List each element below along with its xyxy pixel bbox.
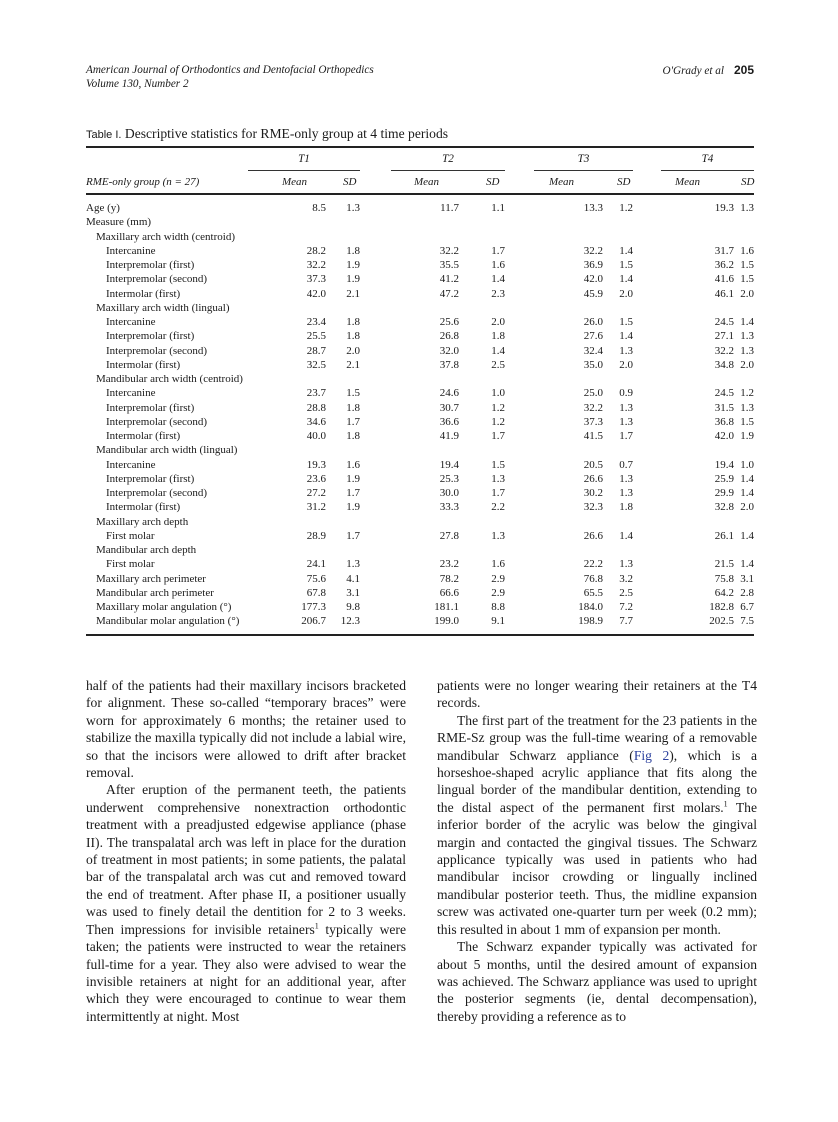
cell-mean: 47.2 bbox=[439, 287, 459, 300]
paragraph: The Schwarz expander typically was activated for about 5 months, until the desired amount of expansion was achieved. The Schwarz appliance was used to upright the posterior segments (ie, dental decompensation), thereby providing a reference as to bbox=[437, 939, 757, 1024]
row-label: Intercanine bbox=[106, 458, 156, 471]
row-label: Interpremolar (first) bbox=[106, 259, 195, 271]
cell-sd: 1.3 bbox=[619, 472, 633, 485]
cell-sd: 1.4 bbox=[491, 344, 505, 357]
cell-mean: 27.8 bbox=[439, 529, 459, 542]
col-header-mean: Mean bbox=[282, 176, 308, 188]
cell-sd: 1.5 bbox=[740, 273, 754, 286]
cell-sd: 1.4 bbox=[740, 472, 754, 485]
cell-mean: 30.0 bbox=[439, 487, 459, 499]
cell-sd: 2.0 bbox=[619, 287, 633, 300]
cell-sd: 1.8 bbox=[346, 401, 360, 414]
cell-mean: 198.9 bbox=[578, 615, 603, 628]
table-header-rule bbox=[86, 193, 754, 195]
cell-mean: 37.8 bbox=[439, 358, 459, 371]
group-header-t3: T3 bbox=[577, 153, 590, 165]
row-label: Age (y) bbox=[86, 202, 120, 214]
cell-sd: 1.8 bbox=[346, 244, 360, 257]
cell-mean: 36.6 bbox=[439, 415, 459, 428]
cell-sd: 3.1 bbox=[740, 572, 754, 585]
cell-mean: 32.2 bbox=[439, 244, 459, 257]
cell-mean: 184.0 bbox=[578, 601, 603, 613]
cell-sd: 1.4 bbox=[619, 244, 633, 257]
row-label: Mandibular molar angulation (°) bbox=[96, 615, 240, 628]
cell-sd: 1.8 bbox=[346, 330, 360, 343]
cell-mean: 28.9 bbox=[306, 529, 326, 542]
row-label: Intercanine bbox=[106, 244, 156, 257]
cell-sd: 1.3 bbox=[740, 330, 754, 343]
cell-mean: 26.0 bbox=[583, 316, 603, 328]
cell-mean: 66.6 bbox=[439, 586, 459, 599]
cell-sd: 7.5 bbox=[740, 615, 754, 628]
text: typically were taken; the patients were instructed to wear the retainers full-time for a year. They also were advised to wear the invisible retainers at night for an additional year, after which they were encouraged to continue to wear them intermittently at night. Most bbox=[86, 921, 406, 1024]
cell-sd: 1.9 bbox=[740, 430, 754, 442]
row-label: Mandibular arch width (lingual) bbox=[96, 444, 238, 457]
cell-mean: 28.8 bbox=[306, 401, 326, 414]
cell-sd: 1.3 bbox=[619, 344, 633, 357]
body-column-left bbox=[86, 677, 406, 1025]
table-title: Descriptive statistics for RME-only group at 4 time periods bbox=[124, 126, 449, 141]
cell-sd: 1.5 bbox=[346, 387, 360, 400]
table-row bbox=[86, 258, 754, 272]
row-label: Interpremolar (first) bbox=[106, 330, 195, 343]
row-label: Measure (mm) bbox=[86, 216, 152, 229]
text: The first part of the treatment for the 23 patients in the RME-Sz group was the full-time wearing of a removable mandibular Schwarz appliance ( bbox=[437, 712, 757, 763]
cell-sd: 1.1 bbox=[491, 202, 505, 214]
table-row bbox=[86, 301, 754, 315]
row-label: Interpremolar (second) bbox=[106, 415, 208, 428]
row-label: First molar bbox=[106, 558, 155, 571]
cell-mean: 23.4 bbox=[306, 316, 326, 328]
group-header-t1: T1 bbox=[298, 153, 310, 165]
citation-ref[interactable]: 1 bbox=[723, 799, 728, 809]
cell-sd: 1.9 bbox=[346, 259, 360, 271]
journal-volume: Volume 130, Number 2 bbox=[86, 78, 189, 90]
cell-sd: 0.7 bbox=[619, 458, 633, 471]
paragraph bbox=[437, 712, 757, 938]
table-row bbox=[86, 415, 754, 429]
cell-mean: 28.7 bbox=[306, 344, 326, 357]
table-row bbox=[86, 614, 754, 628]
col-header-sd: SD bbox=[617, 176, 631, 188]
cell-mean: 19.4 bbox=[439, 458, 459, 471]
cell-mean: 42.0 bbox=[714, 430, 734, 442]
cell-sd: 2.3 bbox=[491, 287, 505, 300]
cell-mean: 65.5 bbox=[583, 586, 603, 599]
cell-mean: 41.9 bbox=[439, 430, 459, 442]
cell-mean: 42.0 bbox=[306, 287, 326, 300]
cell-mean: 26.6 bbox=[583, 472, 603, 485]
cell-sd: 2.0 bbox=[346, 344, 360, 357]
col-header-mean: Mean bbox=[675, 176, 701, 188]
cell-mean: 32.2 bbox=[714, 344, 734, 357]
cell-mean: 28.2 bbox=[306, 244, 326, 257]
cell-mean: 27.2 bbox=[306, 487, 326, 499]
cell-mean: 27.6 bbox=[583, 330, 603, 343]
cell-sd: 1.8 bbox=[346, 316, 360, 328]
cell-mean: 34.6 bbox=[306, 415, 326, 428]
cell-sd: 1.0 bbox=[740, 458, 754, 471]
cell-mean: 24.5 bbox=[714, 387, 734, 400]
table-row bbox=[86, 358, 754, 372]
cell-sd: 1.2 bbox=[491, 401, 505, 414]
cell-mean: 27.1 bbox=[714, 330, 734, 343]
row-label: Interpremolar (first) bbox=[106, 472, 195, 485]
table-row bbox=[86, 515, 754, 529]
cell-mean: 11.7 bbox=[440, 202, 459, 214]
cell-sd: 6.7 bbox=[740, 601, 754, 613]
table-row bbox=[86, 272, 754, 286]
row-label: Intercanine bbox=[106, 387, 156, 400]
cell-sd: 2.8 bbox=[740, 586, 754, 599]
cell-mean: 35.0 bbox=[583, 358, 603, 371]
row-header: RME-only group (n = 27) bbox=[86, 176, 200, 188]
cell-sd: 1.8 bbox=[346, 430, 360, 442]
cell-sd: 1.9 bbox=[346, 472, 360, 485]
cell-sd: 1.4 bbox=[740, 529, 754, 542]
cell-sd: 1.9 bbox=[346, 501, 360, 514]
cell-sd: 12.3 bbox=[340, 615, 360, 628]
table-row bbox=[86, 344, 754, 358]
citation-ref[interactable]: 1 bbox=[314, 921, 319, 931]
cell-sd: 1.5 bbox=[619, 259, 633, 271]
cell-sd: 1.3 bbox=[619, 415, 633, 428]
table-row bbox=[86, 215, 754, 229]
table-row bbox=[86, 443, 754, 457]
col-header-mean: Mean bbox=[414, 176, 440, 188]
table-row bbox=[86, 586, 754, 600]
cell-sd: 1.4 bbox=[740, 487, 754, 499]
cell-mean: 33.3 bbox=[439, 501, 459, 514]
cell-sd: 1.6 bbox=[491, 259, 505, 271]
cell-sd: 2.1 bbox=[346, 287, 360, 300]
cell-sd: 1.5 bbox=[491, 458, 505, 471]
cell-mean: 25.6 bbox=[439, 316, 459, 328]
cell-mean: 25.0 bbox=[583, 387, 603, 400]
cell-mean: 32.2 bbox=[583, 401, 603, 414]
row-label: Intermolar (first) bbox=[106, 287, 181, 300]
table-row bbox=[86, 386, 754, 400]
row-label: Maxillary arch width (centroid) bbox=[96, 230, 235, 243]
cell-mean: 45.9 bbox=[583, 287, 603, 300]
cell-sd: 1.4 bbox=[619, 330, 633, 343]
table-row bbox=[86, 572, 754, 586]
author-page bbox=[663, 63, 754, 78]
cell-sd: 1.9 bbox=[346, 273, 360, 286]
cell-sd: 1.3 bbox=[491, 529, 505, 542]
cell-sd: 1.3 bbox=[491, 472, 505, 485]
cell-sd: 1.2 bbox=[619, 202, 633, 214]
table-row bbox=[86, 315, 754, 329]
cell-mean: 41.2 bbox=[439, 273, 459, 286]
cell-mean: 42.0 bbox=[583, 273, 603, 286]
journal-name: American Journal of Orthodontics and Dentofacial Orthopedics bbox=[86, 64, 374, 76]
cell-sd: 2.1 bbox=[346, 358, 360, 371]
cell-sd: 2.0 bbox=[491, 316, 505, 328]
cell-sd: 1.0 bbox=[491, 387, 505, 400]
cell-sd: 4.1 bbox=[346, 572, 360, 585]
cell-sd: 1.3 bbox=[619, 487, 633, 499]
cell-mean: 31.2 bbox=[306, 501, 326, 514]
table-row bbox=[86, 230, 754, 244]
cell-sd: 1.8 bbox=[619, 501, 633, 514]
cell-sd: 2.2 bbox=[491, 501, 505, 514]
cell-sd: 3.1 bbox=[346, 586, 360, 599]
cell-mean: 41.5 bbox=[583, 430, 603, 442]
cell-mean: 8.5 bbox=[312, 202, 326, 214]
cell-sd: 7.7 bbox=[619, 615, 633, 628]
cell-mean: 32.0 bbox=[439, 344, 459, 357]
table-row bbox=[86, 472, 754, 486]
row-label: Intermolar (first) bbox=[106, 358, 181, 371]
row-label: Maxillary arch perimeter bbox=[96, 572, 206, 585]
cell-mean: 40.0 bbox=[306, 430, 326, 442]
cell-sd: 1.3 bbox=[619, 558, 633, 571]
cell-mean: 31.5 bbox=[714, 401, 734, 414]
group-header-t4: T4 bbox=[701, 153, 714, 165]
cell-mean: 78.2 bbox=[439, 572, 459, 585]
row-label: Maxillary arch depth bbox=[96, 515, 189, 528]
row-label: Interpremolar (second) bbox=[106, 344, 208, 357]
col-header-sd: SD bbox=[343, 176, 357, 188]
cell-sd: 2.5 bbox=[619, 586, 633, 599]
journal-info bbox=[86, 63, 374, 91]
table-row bbox=[86, 372, 754, 386]
row-label: Intercanine bbox=[106, 316, 156, 328]
group-underline bbox=[248, 170, 360, 171]
group-underline bbox=[391, 170, 505, 171]
cell-sd: 1.3 bbox=[619, 401, 633, 414]
table-row bbox=[86, 600, 754, 614]
row-label: Mandibular arch depth bbox=[96, 544, 197, 556]
cell-sd: 1.2 bbox=[491, 415, 505, 428]
text: ), which is a horseshoe-shaped acrylic appliance that fits along the lingual border of the mandibular dentition, extending to the distal aspect of the permanent first molars. bbox=[437, 747, 757, 815]
cell-mean: 20.5 bbox=[583, 458, 603, 471]
table-row bbox=[86, 458, 754, 472]
cell-mean: 75.6 bbox=[306, 572, 326, 585]
cell-mean: 25.9 bbox=[714, 472, 734, 485]
row-label: Intermolar (first) bbox=[106, 501, 181, 514]
table-caption bbox=[86, 126, 448, 142]
cell-mean: 23.7 bbox=[306, 387, 326, 400]
row-label: First molar bbox=[106, 529, 155, 542]
cell-sd: 1.7 bbox=[346, 415, 360, 428]
cell-sd: 7.2 bbox=[619, 601, 633, 613]
table-row bbox=[86, 244, 754, 258]
row-label: Interpremolar (second) bbox=[106, 273, 208, 286]
cell-mean: 19.3 bbox=[306, 458, 326, 471]
cell-mean: 35.5 bbox=[439, 259, 459, 271]
cell-mean: 36.2 bbox=[714, 259, 734, 271]
cell-sd: 1.4 bbox=[740, 558, 754, 571]
cell-mean: 23.6 bbox=[306, 472, 326, 485]
table-row bbox=[86, 401, 754, 415]
cell-mean: 177.3 bbox=[301, 601, 326, 613]
cell-sd: 1.3 bbox=[346, 202, 360, 214]
cell-sd: 1.6 bbox=[491, 558, 505, 571]
table-row bbox=[86, 486, 754, 500]
cell-mean: 19.3 bbox=[714, 202, 734, 214]
cell-mean: 25.5 bbox=[306, 330, 326, 343]
cell-mean: 26.1 bbox=[714, 529, 734, 542]
group-header-t2: T2 bbox=[442, 153, 454, 165]
col-header-sd: SD bbox=[486, 176, 500, 188]
table-label: Table I. bbox=[86, 129, 122, 141]
cell-mean: 64.2 bbox=[714, 586, 734, 599]
cell-mean: 13.3 bbox=[583, 202, 603, 214]
cell-mean: 37.3 bbox=[306, 273, 326, 286]
cell-mean: 26.8 bbox=[439, 330, 459, 343]
cell-mean: 41.6 bbox=[714, 273, 734, 286]
cell-sd: 1.6 bbox=[346, 458, 360, 471]
row-label: Maxillary molar angulation (°) bbox=[96, 601, 232, 613]
cell-sd: 2.0 bbox=[740, 358, 754, 371]
figure-link[interactable]: Fig 2 bbox=[633, 747, 670, 763]
paragraph bbox=[86, 781, 406, 1025]
cell-sd: 1.3 bbox=[740, 401, 754, 414]
cell-sd: 1.4 bbox=[619, 273, 633, 286]
cell-mean: 199.0 bbox=[434, 615, 459, 628]
cell-mean: 21.5 bbox=[714, 558, 734, 571]
cell-mean: 23.2 bbox=[439, 558, 459, 571]
cell-sd: 9.8 bbox=[346, 601, 360, 613]
cell-mean: 32.5 bbox=[306, 358, 326, 371]
group-underline bbox=[661, 170, 754, 171]
cell-mean: 22.2 bbox=[583, 558, 603, 571]
cell-mean: 67.8 bbox=[306, 586, 326, 599]
cell-sd: 1.7 bbox=[491, 244, 505, 257]
cell-sd: 2.0 bbox=[740, 501, 754, 514]
cell-sd: 2.9 bbox=[491, 572, 505, 585]
cell-mean: 32.4 bbox=[583, 344, 603, 357]
cell-mean: 29.9 bbox=[714, 487, 734, 499]
cell-sd: 1.5 bbox=[740, 259, 754, 271]
cell-sd: 1.7 bbox=[491, 430, 505, 442]
cell-mean: 36.9 bbox=[583, 259, 603, 271]
cell-mean: 34.8 bbox=[714, 358, 734, 371]
row-label: Interpremolar (second) bbox=[106, 487, 208, 499]
cell-mean: 206.7 bbox=[301, 615, 326, 628]
table-row bbox=[86, 557, 754, 571]
cell-sd: 2.5 bbox=[491, 358, 505, 371]
cell-mean: 76.8 bbox=[583, 572, 603, 585]
table-bottom-rule bbox=[86, 634, 754, 636]
group-underline bbox=[534, 170, 633, 171]
cell-sd: 1.3 bbox=[740, 344, 754, 357]
table-row bbox=[86, 500, 754, 514]
col-header-sd: SD bbox=[741, 176, 755, 188]
cell-mean: 32.2 bbox=[583, 244, 603, 257]
cell-sd: 1.7 bbox=[346, 487, 360, 499]
row-label: Intermolar (first) bbox=[106, 430, 181, 442]
cell-sd: 1.3 bbox=[740, 202, 754, 214]
cell-sd: 1.8 bbox=[491, 330, 505, 343]
row-label: Maxillary arch width (lingual) bbox=[96, 301, 230, 314]
row-label: Mandibular arch perimeter bbox=[96, 586, 214, 599]
cell-sd: 0.9 bbox=[619, 387, 633, 400]
cell-sd: 1.4 bbox=[491, 273, 505, 286]
cell-sd: 3.2 bbox=[619, 572, 633, 585]
table-row bbox=[86, 329, 754, 343]
cell-mean: 182.8 bbox=[709, 601, 734, 613]
cell-sd: 2.0 bbox=[619, 358, 633, 371]
cell-mean: 36.8 bbox=[714, 415, 734, 428]
cell-mean: 37.3 bbox=[583, 415, 603, 428]
cell-mean: 19.4 bbox=[714, 458, 734, 471]
cell-mean: 32.2 bbox=[306, 259, 326, 271]
col-header-mean: Mean bbox=[549, 176, 575, 188]
text: The inferior border of the acrylic was below the gingival margin and contacted the gingival tissues. The Schwarz applicance typically was used in patients who had mandibular incisor crowding or lingually inclined mandibular posterior teeth. Thus, the midline expansion screw was activated one-quarter turn per week (0.2 mm); this resulted in about 1 mm of expansion per month. bbox=[437, 799, 757, 937]
text: After eruption of the permanent teeth, the patients underwent comprehensive nonextraction orthodontic treatment with a preadjusted edgewise appliance (phase II). The transpalatal arch was left in place for the duration of treatment in most patients; in some patients, the palatal bar of the transpalatal arch was cut and removed toward the end of treatment. After phase II, a positioner usually was used to finely detail the dentition for 2 to 3 weeks. Then impressions for invisible retainers bbox=[86, 782, 406, 937]
row-label: Interpremolar (first) bbox=[106, 401, 195, 414]
table-row bbox=[86, 287, 754, 301]
page-number: 205 bbox=[733, 63, 754, 77]
authors: O'Grady et al bbox=[662, 65, 724, 77]
cell-mean: 24.6 bbox=[439, 387, 459, 400]
cell-sd: 1.4 bbox=[740, 316, 754, 328]
cell-sd: 1.5 bbox=[619, 316, 633, 328]
row-label: Mandibular arch width (centroid) bbox=[96, 373, 243, 385]
cell-mean: 24.1 bbox=[306, 558, 326, 571]
table-top-rule bbox=[86, 146, 754, 148]
cell-mean: 30.7 bbox=[439, 401, 459, 414]
cell-mean: 202.5 bbox=[709, 615, 734, 628]
cell-sd: 1.3 bbox=[346, 558, 360, 571]
cell-mean: 32.3 bbox=[583, 501, 603, 514]
cell-mean: 75.8 bbox=[714, 572, 734, 585]
paragraph: patients were no longer wearing their retainers at the T4 records. bbox=[437, 678, 757, 711]
table-row bbox=[86, 201, 754, 215]
cell-mean: 24.5 bbox=[714, 316, 734, 328]
table-row bbox=[86, 429, 754, 443]
body-column-right bbox=[437, 677, 757, 1025]
cell-sd: 9.1 bbox=[491, 615, 505, 628]
cell-sd: 1.7 bbox=[346, 529, 360, 542]
cell-sd: 1.2 bbox=[740, 387, 754, 400]
cell-mean: 181.1 bbox=[434, 601, 459, 613]
cell-mean: 32.8 bbox=[714, 501, 734, 514]
cell-sd: 1.5 bbox=[740, 415, 754, 428]
cell-mean: 25.3 bbox=[439, 472, 459, 485]
table-row bbox=[86, 529, 754, 543]
cell-mean: 26.6 bbox=[583, 529, 603, 542]
cell-sd: 2.9 bbox=[491, 586, 505, 599]
paragraph: half of the patients had their maxillary incisors bracketed for alignment. These so-called “temporary braces” were worn for approximately 6 months; the retainer used to stabilize the maxilla typically did not include a labial wire, so that the incisors were allowed to drift after bracket removal. bbox=[86, 678, 406, 781]
cell-mean: 31.7 bbox=[714, 244, 734, 257]
cell-sd: 1.4 bbox=[619, 529, 633, 542]
cell-sd: 8.8 bbox=[491, 601, 505, 613]
cell-sd: 1.7 bbox=[619, 430, 633, 442]
cell-sd: 1.6 bbox=[740, 244, 754, 257]
table-body bbox=[86, 201, 754, 629]
cell-mean: 30.2 bbox=[583, 487, 603, 499]
cell-mean: 46.1 bbox=[714, 287, 734, 300]
cell-sd: 1.7 bbox=[491, 487, 505, 499]
cell-sd: 2.0 bbox=[740, 287, 754, 300]
table-row bbox=[86, 543, 754, 557]
